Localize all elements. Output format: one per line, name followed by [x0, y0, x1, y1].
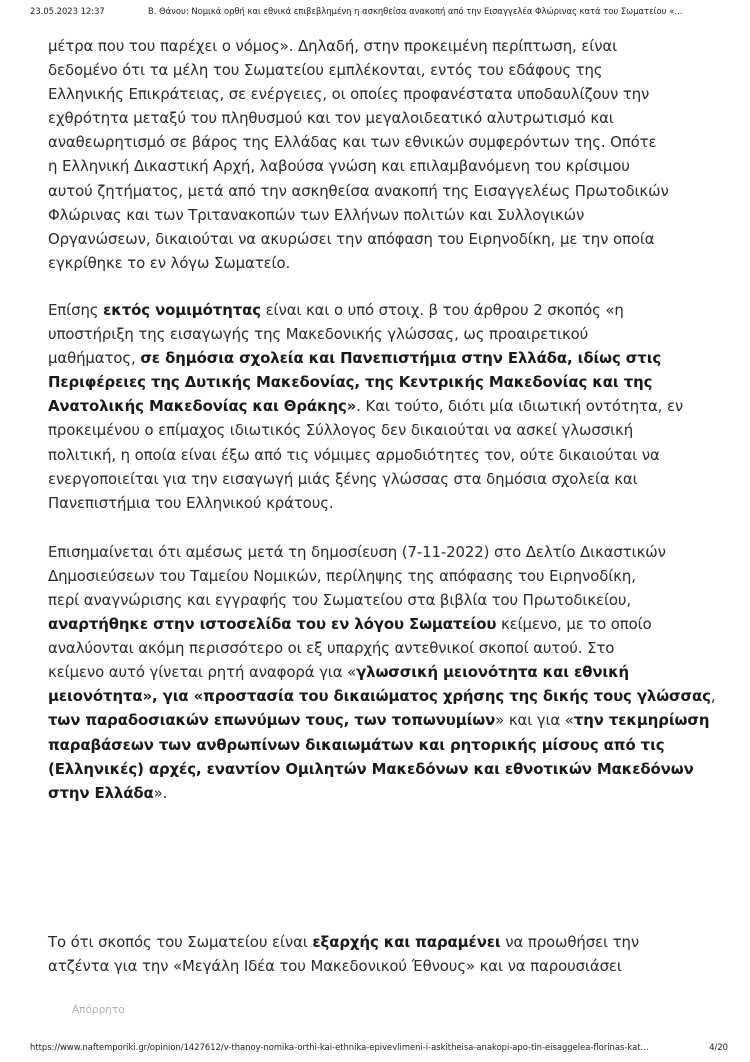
paragraph-4: [48, 930, 720, 978]
bold-text: στην Ελλάδα: [48, 783, 154, 802]
text-run: . Και τούτο, διότι μία ιδιωτική οντότητα, εν: [356, 397, 684, 416]
text-line: [48, 298, 720, 322]
text-line: δεδομένο ότι τα μέλη του Σωματείου εμπλέκονται, εντός του εδάφους της: [48, 61, 603, 80]
bold-text: των παραδοσιακών επωνύμων τους, των τοπωνυμίων: [48, 711, 496, 730]
bold-text: εκτός νομιμότητας: [103, 300, 261, 319]
text-line: [48, 708, 720, 732]
text-line: ενεργοποιείται για την εισαγωγή μιάς ξένης γλώσσας στα δημόσια σχολεία και: [48, 469, 638, 488]
print-title: Β. Θάνου: Νομικά ορθή και εθνικά επιβεβλημένη η ασκηθείσα ανακοπή από την Εισαγγελέα Φλώρινας κατά του Σωματείου «…: [148, 6, 683, 16]
text-line: [48, 346, 720, 370]
text-line: [48, 370, 720, 394]
text-line: [48, 684, 720, 708]
paragraph-3: [48, 540, 720, 805]
text-line: [48, 781, 720, 805]
text-line: [48, 612, 720, 636]
text-line: [48, 757, 720, 781]
bold-text: μειονότητα», για «προστασία του δικαιώματος χρήσης της δικής τους γλώσσας: [48, 687, 711, 706]
privacy-link[interactable]: Απόρρητο: [72, 1004, 125, 1016]
bold-text: Περιφέρειες της Δυτικής Μακεδονίας, της Κεντρικής Μακεδονίας και της: [48, 373, 653, 392]
bold-text: εξαρχής και παραμένει: [312, 933, 501, 951]
text-line: προκειμένου ο επίμαχος ιδιωτικός Σύλλογος δεν δικαιούται να ασκεί γλωσσική: [48, 421, 634, 440]
page-number: 4/20: [709, 1042, 728, 1052]
bold-text: σε δημόσια σχολεία και Πανεπιστήμια στην Ελλάδα, ιδίως στις: [140, 349, 662, 368]
text-line: αναθεωρητισμό σε βάρος της Ελλάδας και των εθνικών συμφερόντων της. Οπότε: [48, 133, 657, 152]
text-run: Το ότι σκοπός του Σωματείου είναι: [48, 933, 313, 951]
text-run: » και για «: [495, 711, 574, 730]
bold-text: αναρτήθηκε στην ιστοσελίδα του εν λόγου Σωματείου: [48, 615, 497, 634]
text-run: είναι και ο υπό στοιχ. β του άρθρου 2 σκοπός «η: [260, 300, 624, 319]
text-run: Επίσης: [48, 300, 104, 319]
text-line: [48, 733, 720, 757]
print-header: [30, 6, 742, 16]
bold-text: παραβάσεων των ανθρωπίνων δικαιωμάτων και ρητορικής μίσους από τις: [48, 735, 665, 754]
text-line: [48, 660, 720, 684]
text-line: Ελληνικής Επικράτειας, σε ενέργειες, οι οποίες προφανέστατα υποδαυλίζουν την: [48, 85, 650, 104]
paragraph-2: [48, 298, 720, 515]
text-line: πολιτική, η οποία είναι έξω από τις νόμιμες αρμοδιότητες τον, ούτε δικαιούται να: [48, 445, 660, 464]
paragraph-1: [48, 34, 720, 275]
bold-text: (Ελληνικές) αρχές, εναντίον Ομιλητών Μακεδόνων και εθνοτικών Μακεδόνων: [48, 759, 694, 778]
text-line: [48, 394, 720, 418]
text-line: Φλώρινας και των Τριτανακοπών των Ελλήνων πολιτών και Συλλογικών: [48, 205, 585, 224]
text-line: η Ελληνική Δικαστική Αρχή, λαβούσα γνώση και επιλαμβανόμενη του κρίσιμου: [48, 157, 630, 176]
article-body: [48, 34, 720, 805]
text-run: ,: [710, 687, 716, 706]
text-line: περί αναγνώρισης και εγγραφής του Σωματείου στα βιβλία του Πρωτοδικείου,: [48, 590, 632, 609]
bold-text: γλωσσική μειονότητα και εθνική: [356, 663, 630, 682]
text-run: μαθήματος,: [48, 349, 141, 368]
text-line: μέτρα που του παρέχει ο νόμος». Δηλαδή, στην προκειμένη περίπτωση, είναι: [48, 37, 618, 55]
text-run: κείμενο αυτό γίνεται ρητή αναφορά για «: [48, 663, 357, 682]
text-line: Επισημαίνεται ότι αμέσως μετά τη δημοσίευση (7-11-2022) στο Δελτίο Δικαστικών: [48, 542, 666, 561]
text-run: να προωθήσει την: [500, 933, 640, 951]
text-line: εχθρότητα μεταξύ του πληθυσμού και τον μεγαλοιδεατικό αλυτρωτισμό και: [48, 109, 614, 128]
text-line: ατζέντα για την «Μεγάλη Ιδέα του Μακεδονικού Έθνους» και να παρουσιάσει: [48, 957, 622, 976]
text-line: εγκρίθηκε το εν λόγω Σωματείο.: [48, 253, 291, 272]
paragraph-4-text: [48, 930, 720, 978]
text-line: Πανεπιστήμια του Ελληνικού κράτους.: [48, 493, 334, 512]
text-line: Δημοσιεύσεων του Ταμείου Νομικών, περίληψης της απόφασης του Ειρηνοδίκη,: [48, 566, 636, 585]
text-run: ».: [153, 783, 168, 802]
print-footer: [30, 1042, 728, 1052]
bold-text: Ανατολικής Μακεδονίας και Θράκης»: [48, 397, 357, 416]
page-url: https://www.naftemporiki.gr/opinion/1427612/v-thanoy-nomika-orthi-kai-ethnika-epivevlimeni-i-askitheisa-anakopi-apo-tin-eisaggelea-florinas-kat…: [30, 1042, 649, 1052]
text-line: [48, 930, 720, 954]
text-line: Οργανώσεων, δικαιούται να ακυρώσει την απόφαση του Ειρηνοδίκη, με την οποία: [48, 229, 655, 248]
text-line: υποστήριξη της εισαγωγής της Μακεδονικής γλώσσας, ως προαιρετικού: [48, 325, 589, 344]
text-line: αυτού ζητήματος, μετά από την ασκηθείσα ανακοπή της Εισαγγελέως Πρωτοδικών: [48, 181, 669, 200]
bold-text: την τεκμηρίωση: [573, 711, 710, 730]
print-date: 23.05.2023 12:37: [30, 6, 105, 16]
text-line: αναλύονται ακόμη περισσότερο οι εξ υπαρχής αντεθνικοί σκοποί αυτού. Στο: [48, 639, 615, 658]
text-run: κείμενο, με το οποίο: [496, 615, 652, 634]
